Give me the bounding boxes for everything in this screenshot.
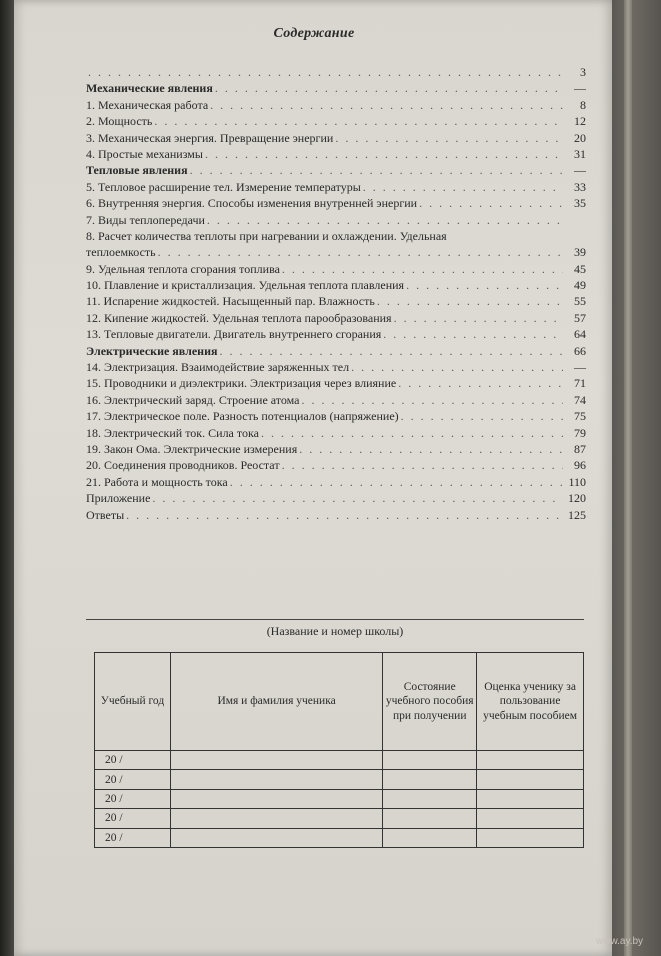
toc-page-number: 110	[568, 474, 586, 489]
next-page-edge	[612, 0, 661, 956]
toc-leader-dots	[398, 375, 563, 391]
toc-leader-dots	[220, 343, 564, 359]
toc-entry-title: 1. Механическая работа	[86, 97, 209, 112]
toc-page-number: 87	[574, 441, 586, 456]
toc-entry	[86, 375, 586, 391]
toc-page-number: 12	[574, 114, 586, 129]
toc-entry	[86, 212, 586, 228]
toc-entry	[86, 228, 586, 244]
table-row	[95, 828, 584, 847]
toc-page-number: 71	[574, 376, 586, 391]
toc-entry	[86, 244, 586, 260]
toc-leader-dots	[190, 162, 563, 178]
toc-leader-dots	[302, 392, 563, 408]
toc-leader-dots	[401, 408, 563, 424]
toc-page-number: 125	[568, 507, 586, 522]
toc-page-number: 57	[574, 310, 586, 325]
toc-entry	[86, 457, 586, 473]
toc-entry-title: 14. Электризация. Взаимодействие заряженных тел	[86, 360, 350, 375]
toc-entry	[86, 507, 586, 523]
toc-entry-title: Ответы	[86, 507, 125, 522]
toc-leader-dots	[215, 80, 563, 96]
toc-entry	[86, 392, 586, 408]
empty-cell	[383, 789, 477, 808]
empty-cell	[170, 828, 382, 847]
toc-leader-dots	[154, 113, 563, 129]
school-label: (Название и номер школы)	[266, 624, 404, 638]
toc-entry-title: 6. Внутренняя энергия. Способы изменения внутренней энергии	[86, 196, 418, 211]
toc-leader-dots	[377, 293, 563, 309]
toc-entry-title: Электрические явления	[86, 343, 218, 358]
toc-entry-title: 4. Простые механизмы	[86, 146, 203, 161]
toc-entry	[86, 277, 586, 293]
header-condition: Состояние учебного пособия при получении	[383, 653, 477, 751]
toc-entry-title: 7. Виды теплопередачи	[86, 212, 205, 227]
table-row	[95, 809, 584, 828]
toc-entry-title: теплоемкость	[86, 245, 156, 260]
empty-cell	[170, 809, 382, 828]
table-row	[95, 751, 584, 770]
toc-entry	[86, 425, 586, 441]
toc-entry-title: 10. Плавление и кристаллизация. Удельная теплота плавления	[86, 278, 405, 293]
year-cell: 20 /	[95, 751, 171, 770]
toc-page-number: 8	[580, 97, 586, 112]
toc-entry-title: 5. Тепловое расширение тел. Измерение температуры	[86, 179, 361, 194]
empty-cell	[477, 751, 584, 770]
year-cell: 20 /	[95, 770, 171, 789]
toc-entry-title: 18. Электрический ток. Сила тока	[86, 425, 259, 440]
toc-entry	[86, 474, 586, 490]
toc-page-number: —	[574, 81, 586, 96]
toc-entry	[86, 490, 586, 506]
empty-cell	[477, 770, 584, 789]
toc-page-number: 20	[574, 130, 586, 145]
toc-entry-title: 16. Электрический заряд. Строение атома	[86, 392, 300, 407]
toc-entry-title: 13. Тепловые двигатели. Двигатель внутреннего сгорания	[86, 327, 382, 342]
toc-page-number: 55	[574, 294, 586, 309]
toc-entry-title: 15. Проводники и диэлектрики. Электризация через влияние	[86, 376, 397, 391]
toc-page-number: 31	[574, 146, 586, 161]
toc-entry	[86, 408, 586, 424]
toc-entry	[86, 113, 586, 129]
year-cell: 20 /	[95, 828, 171, 847]
toc-leader-dots	[299, 441, 563, 457]
toc-entry-title: 12. Кипение жидкостей. Удельная теплота парообразования	[86, 310, 392, 325]
toc-entry-title: 17. Электрическое поле. Разность потенциалов (напряжение)	[86, 409, 399, 424]
toc-entry-title: 2. Мощность	[86, 114, 153, 129]
toc-page-number: —	[574, 360, 586, 375]
toc-leader-dots	[282, 457, 563, 473]
toc-page-number: 75	[574, 409, 586, 424]
empty-cell	[383, 751, 477, 770]
toc-entry-title: 20. Соединения проводников. Реостат	[86, 458, 280, 473]
toc-page-number: 49	[574, 278, 586, 293]
toc-page-number: 96	[574, 458, 586, 473]
toc-entry	[86, 130, 586, 146]
toc-entry-title: 11. Испарение жидкостей. Насыщенный пар. Влажность	[86, 294, 375, 309]
school-line	[86, 619, 584, 620]
toc-entry-title: 8. Расчет количества теплоты при нагревании и охлаждении. Удельная	[86, 228, 447, 243]
toc-page-number: 120	[568, 491, 586, 506]
page-title: Содержание	[273, 26, 355, 41]
header-grade: Оценка ученику за пользование учебным пособием	[477, 653, 584, 751]
toc-entry-title: 21. Работа и мощность тока	[86, 474, 228, 489]
toc-entry	[86, 64, 586, 80]
toc-entry-title: 3. Механическая энергия. Превращение энергии	[86, 130, 334, 145]
textbook-register-table	[94, 652, 584, 848]
empty-cell	[383, 809, 477, 828]
toc-section	[86, 343, 586, 359]
toc-entry	[86, 326, 586, 342]
toc-leader-dots	[207, 212, 563, 228]
toc-section	[86, 80, 586, 96]
table-row	[95, 789, 584, 808]
toc-page-number: 33	[574, 179, 586, 194]
toc-leader-dots	[205, 146, 563, 162]
toc-leader-dots	[282, 261, 563, 277]
toc-page-number: 35	[574, 196, 586, 211]
toc-section	[86, 162, 586, 178]
toc-page-number: 45	[574, 261, 586, 276]
toc-leader-dots	[88, 64, 563, 80]
toc-page-number: 39	[574, 245, 586, 260]
toc-entry-title: Приложение	[86, 491, 151, 506]
toc-page-number: 74	[574, 392, 586, 407]
year-cell: 20 /	[95, 809, 171, 828]
toc-entry	[86, 179, 586, 195]
toc-entry-title: 9. Удельная теплота сгорания топлива	[86, 261, 280, 276]
empty-cell	[477, 809, 584, 828]
book-page	[14, 0, 614, 956]
toc-entry	[86, 441, 586, 457]
toc-entry	[86, 293, 586, 309]
toc-leader-dots	[230, 474, 563, 490]
toc-page-number: 64	[574, 327, 586, 342]
toc-leader-dots	[351, 359, 563, 375]
header-year: Учебный год	[95, 653, 171, 751]
toc-leader-dots	[406, 277, 563, 293]
empty-cell	[383, 770, 477, 789]
toc-entry	[86, 195, 586, 211]
year-cell: 20 /	[95, 789, 171, 808]
watermark: www.ay.by	[596, 936, 644, 947]
toc-entry-title: Тепловые явления	[86, 163, 188, 178]
toc-leader-dots	[152, 490, 563, 506]
empty-cell	[170, 751, 382, 770]
toc-leader-dots	[261, 425, 563, 441]
empty-cell	[170, 789, 382, 808]
toc-page-number: 3	[580, 65, 586, 79]
toc-page-number: 79	[574, 425, 586, 440]
empty-cell	[477, 828, 584, 847]
toc-entry-title: Механические явления	[86, 81, 213, 96]
toc-entry	[86, 261, 586, 277]
toc-leader-dots	[158, 244, 563, 260]
toc-leader-dots	[335, 130, 563, 146]
toc-leader-dots	[419, 195, 563, 211]
header-student-name: Имя и фамилия ученика	[170, 653, 382, 751]
empty-cell	[383, 828, 477, 847]
toc-leader-dots	[383, 326, 563, 342]
toc-page-number: —	[574, 163, 586, 178]
table-row	[95, 770, 584, 789]
table-of-contents	[86, 64, 586, 523]
toc-leader-dots	[363, 179, 563, 195]
empty-cell	[477, 789, 584, 808]
toc-entry	[86, 146, 586, 162]
toc-entry	[86, 359, 586, 375]
book-spine-shadow	[0, 0, 14, 956]
toc-leader-dots	[394, 310, 563, 326]
empty-cell	[170, 770, 382, 789]
toc-page-number: 66	[574, 343, 586, 358]
toc-leader-dots	[210, 97, 563, 113]
toc-leader-dots	[126, 507, 563, 523]
toc-entry	[86, 97, 586, 113]
toc-entry-title: 19. Закон Ома. Электрические измерения	[86, 441, 298, 456]
toc-entry	[86, 310, 586, 326]
